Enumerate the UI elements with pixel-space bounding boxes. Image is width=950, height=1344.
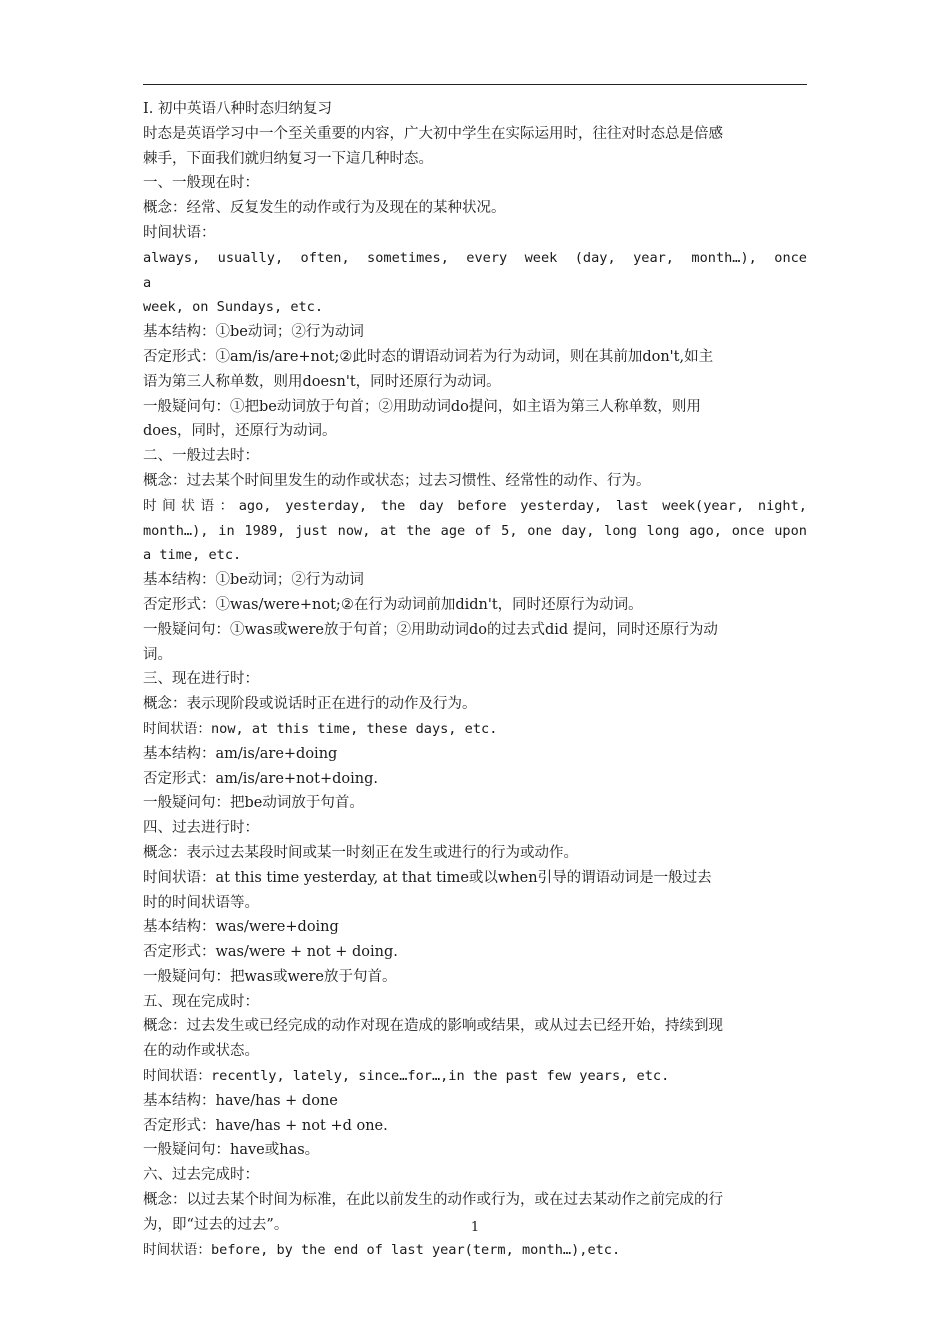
text-line: 否定形式：have/has + not +d one. xyxy=(143,1117,388,1134)
section-heading: 二、一般过去时： xyxy=(143,448,259,465)
document-title: Ⅰ. 初中英语八种时态归纳复习 xyxy=(143,101,332,117)
text-line: 概念：过去某个时间里发生的动作或状态；过去习惯性、经常性的动作、行为。 xyxy=(143,472,651,489)
text-line: 基本结构：was/were+doing xyxy=(143,919,339,936)
text-line: 时态是英语学习中一个至关重要的内容，广大初中学生在实际运用时，往往对时态总是倍感 xyxy=(143,125,723,142)
text-line: 一般疑问句：把was或were放于句首。 xyxy=(143,968,397,985)
text-line: 时的时间状语等。 xyxy=(143,894,259,911)
text-line: 基本结构：am/is/are+doing xyxy=(143,745,338,762)
text-line: 基本结构：①be动词；②行为动词 xyxy=(143,572,364,589)
text-line: 否定形式：am/is/are+not+doing. xyxy=(143,770,378,787)
text-line: 一般疑问句：把be动词放于句首。 xyxy=(143,795,364,812)
text-line: 概念：过去发生或已经完成的动作对现在造成的影响或结果，或从过去已经开始，持续到现 xyxy=(143,1018,723,1035)
header-rule xyxy=(143,84,807,85)
section-heading: 四、过去进行时： xyxy=(143,820,259,837)
section-heading: 一、一般现在时： xyxy=(143,175,259,192)
text-line: 语为第三人称单数，则用doesn't，同时还原行为动词。 xyxy=(143,373,501,390)
text-line: 在的动作或状态。 xyxy=(143,1043,259,1060)
text-line: 时间状语：ago, yesterday, the day before yesterday, last week(year, night, xyxy=(143,497,807,514)
text-line: always, usually, often, sometimes, every week (day, year, month…), once a xyxy=(143,249,824,291)
text-line: 基本结构：①be动词；②行为动词 xyxy=(143,324,364,341)
text-line: 一般疑问句：have或has。 xyxy=(143,1142,320,1159)
text-line: 一般疑问句：①was或were放于句首；②用助动词do的过去式did 提问，同时还原行为动 xyxy=(143,621,718,638)
text-line: 否定形式：①am/is/are+not;②此时态的谓语动词若为行为动词，则在其前加don't,如主 xyxy=(143,348,714,365)
text-line: week, on Sundays, etc. xyxy=(143,299,324,316)
text-line: 时间状语：recently, lately, since…for…,in the past few years, etc. xyxy=(143,1068,670,1085)
text-line: 概念：表示现阶段或说话时正在进行的动作及行为。 xyxy=(143,696,477,713)
text-line: 棘手，下面我们就归纳复习一下這几种时态。 xyxy=(143,150,433,167)
text-line: 否定形式：was/were + not + doing. xyxy=(143,944,398,961)
text-line: a time, etc. xyxy=(143,547,242,564)
text-line: 时间状语：at this time yesterday, at that time或以when引导的谓语动词是一般过去 xyxy=(143,869,712,886)
text-line: 词。 xyxy=(143,646,172,663)
text-line: 否定形式：①was/were+not;②在行为动词前加didn't，同时还原行为动词。 xyxy=(143,596,643,613)
text-line: does，同时，还原行为动词。 xyxy=(143,423,337,440)
section-heading: 三、现在进行时： xyxy=(143,671,259,688)
text-line: 概念：表示过去某段时间或某一时刻正在发生或进行的行为或动作。 xyxy=(143,844,578,861)
text-line: 时间状语： xyxy=(143,224,216,241)
text-line: 一般疑问句：①把be动词放于句首；②用助动词do提问，如主语为第三人称单数，则用 xyxy=(143,398,701,415)
text-line: 基本结构：have/has + done xyxy=(143,1092,338,1109)
section-heading: 五、现在完成时： xyxy=(143,993,259,1010)
text-line: 为，即“过去的过去”。 xyxy=(143,1216,289,1233)
text-line: 概念：经常、反复发生的动作或行为及现在的某种状况。 xyxy=(143,200,506,217)
text-line: month…), in 1989, just now, at the age of 5, one day, long long ago, once upon xyxy=(143,522,807,539)
section-heading: 六、过去完成时： xyxy=(143,1167,259,1184)
text-line: 概念：以过去某个时间为标准，在此以前发生的动作或行为，或在过去某动作之前完成的行 xyxy=(143,1192,723,1209)
text-line: 时间状语：before, by the end of last year(term, month…),etc. xyxy=(143,1241,621,1258)
document-body xyxy=(143,97,824,1262)
text-line: 时间状语：now, at this time, these days, etc. xyxy=(143,720,498,737)
page-number: 1 xyxy=(470,1220,480,1235)
